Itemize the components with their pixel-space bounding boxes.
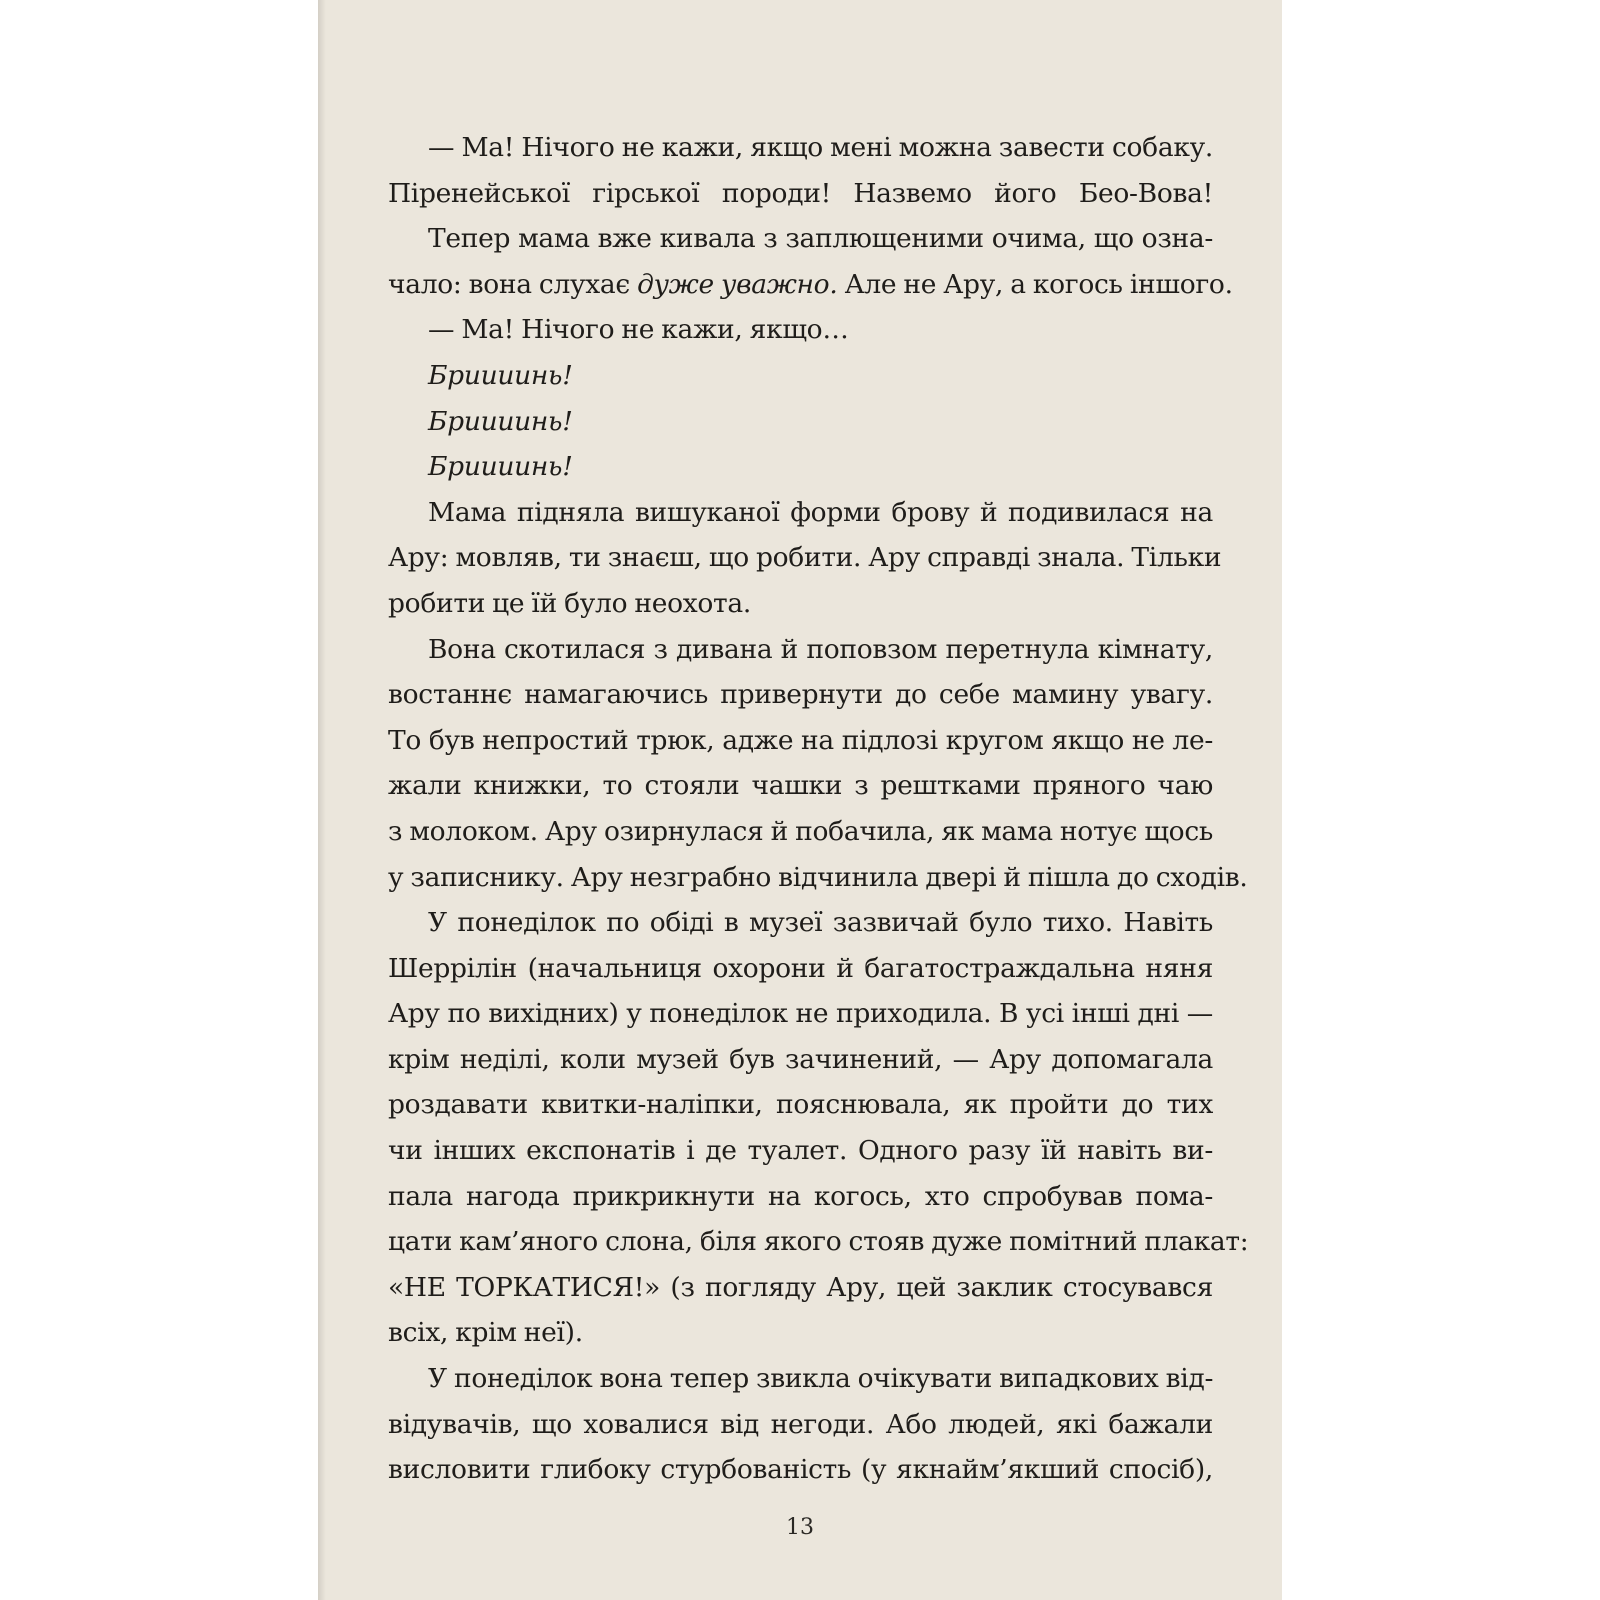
- text-line: роздавати квитки-наліпки, пояснювала, як пройти до тих: [388, 1089, 1213, 1121]
- text-line: Ару по вихідних) у понеділок не приходила. В усі інші дні —: [388, 998, 1213, 1030]
- text-line: жали книжки, то стояли чашки з рештками пряного чаю: [388, 770, 1213, 802]
- text-line: всіх, крім неї).: [388, 1317, 583, 1349]
- text-line: у записнику. Ару незграбно відчинила двері й пішла до сходів.: [388, 861, 1248, 893]
- text-line: [388, 262, 1233, 308]
- text-line: Вона скотилася з дивана й поповзом перетнула кімнату,: [428, 633, 1213, 665]
- text-line: відувачів, що ховалися від негоди. Або людей, які бажали: [388, 1408, 1213, 1440]
- text-span: чало: вона слухає: [388, 268, 638, 300]
- text-line: У понеділок вона тепер звикла очікувати випадкових від-: [428, 1363, 1214, 1395]
- text-line: пала нагода прикрикнути на когось, хто спробував пома-: [388, 1180, 1213, 1212]
- sound-effect-line: Бриииинь!: [428, 359, 573, 391]
- text-line: Мама підняла вишуканої форми брову й подивилася на: [428, 496, 1213, 528]
- text-line: Тепер мама вже кивала з заплющеними очима, що озна-: [428, 223, 1213, 255]
- text-line: — Ма! Нічого не кажи, якщо мені можна завести собаку.: [428, 132, 1213, 163]
- text-line: цати кам’яного слона, біля якого стояв дуже помітний плакат:: [388, 1226, 1249, 1258]
- text-line: висловити глибоку стурбованість (у якнайм’якший спосіб),: [388, 1454, 1213, 1486]
- text-line: чи інших експонатів і де туалет. Одного разу їй навіть ви-: [388, 1135, 1213, 1167]
- text-line: У понеділок по обіді в музеї зазвичай було тихо. Навіть: [428, 907, 1213, 939]
- text-line: востаннє намагаючись привернути до себе мамину увагу.: [388, 679, 1213, 711]
- text-line: «НЕ ТОРКАТИСЯ!» (з погляду Ару, цей заклик стосувався: [388, 1271, 1213, 1303]
- text-span: Але не Ару, а когось іншого.: [837, 268, 1233, 300]
- text-line: робити це їй було неохота.: [388, 587, 752, 619]
- text-line: з молоком. Ару озирнулася й побачила, як мама нотує щось: [388, 815, 1213, 847]
- sound-effect-line: Бриииинь!: [428, 405, 573, 437]
- text-line: Піренейської гірської породи! Назвемо його Бео-Вова!: [388, 177, 1213, 209]
- book-page: [318, 0, 1282, 1600]
- page-number: 13: [786, 1515, 814, 1540]
- text-line: Ару: мовляв, ти знаєш, що робити. Ару справді знала. Тільки: [388, 542, 1222, 574]
- page-text: [388, 125, 1249, 1493]
- page-edge-shadow: [318, 0, 326, 1600]
- text-line: Шеррілін (начальниця охорони й багатостраждальна няня: [388, 952, 1213, 984]
- emphasis-text: дуже уважно.: [637, 268, 838, 300]
- text-line: То був непростий трюк, адже на підлозі кругом якщо не ле-: [388, 724, 1213, 756]
- text-line: — Ма! Нічого не кажи, якщо…: [428, 314, 849, 346]
- text-line: крім неділі, коли музей був зачинений, — Ару допомагала: [388, 1043, 1213, 1075]
- sound-effect-line: Бриииинь!: [428, 451, 573, 483]
